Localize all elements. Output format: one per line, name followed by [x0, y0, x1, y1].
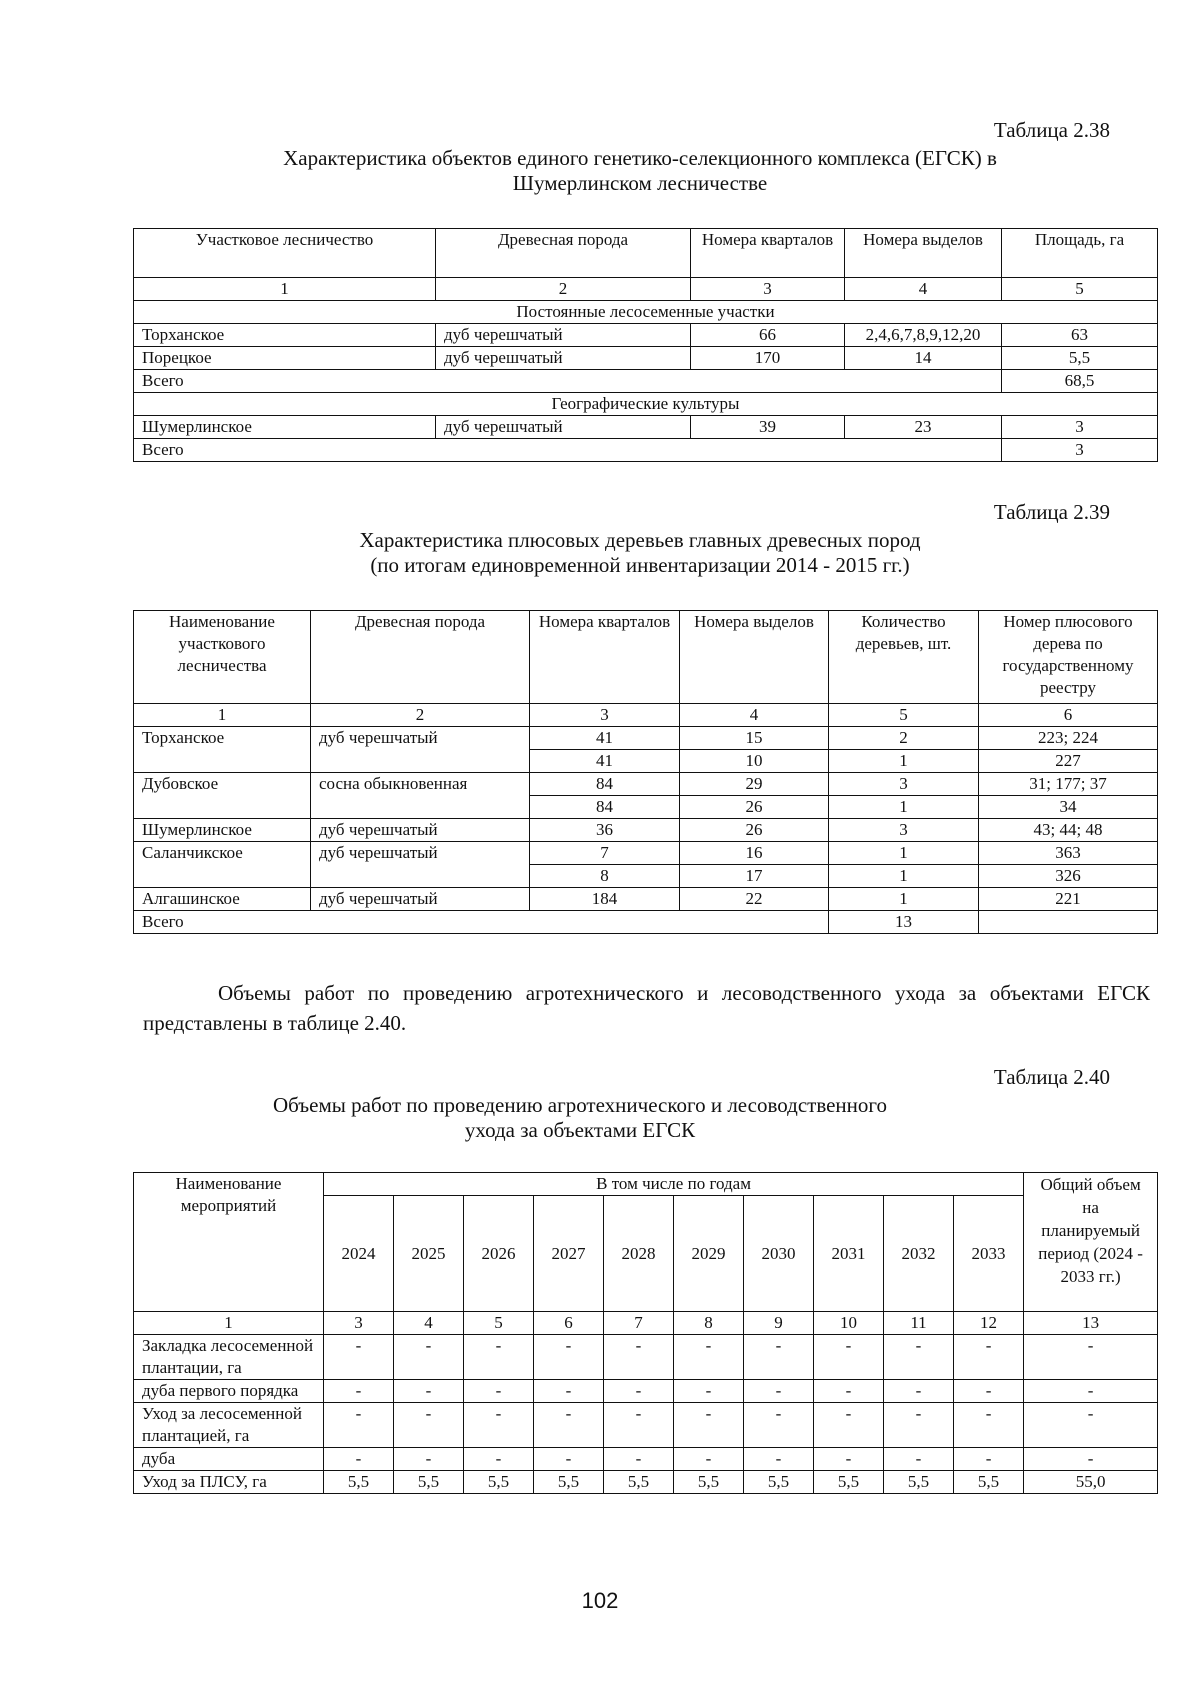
total-label: Всего — [134, 439, 1002, 462]
forestry-cell: Саланчикское — [134, 842, 311, 888]
column-number: 2 — [436, 278, 691, 301]
column-number: 9 — [744, 1312, 814, 1335]
year-value-cell: - — [394, 1403, 464, 1448]
table-row — [134, 727, 1158, 750]
table-2-38-title-line2: Шумерлинском лесничестве — [512, 171, 768, 195]
species-cell: дуб черешчатый — [436, 416, 691, 439]
year-value-cell: - — [604, 1448, 674, 1471]
year-value-cell: - — [814, 1380, 884, 1403]
header-cell: Наименование участкового лесничества — [134, 611, 311, 704]
year-cell: 2030 — [744, 1196, 814, 1312]
forestry-cell: Торханское — [134, 727, 311, 773]
year-value-cell: - — [744, 1448, 814, 1471]
subcompartment-cell: 15 — [680, 727, 829, 750]
subcompartment-cell: 26 — [680, 819, 829, 842]
column-number-row — [134, 278, 1158, 301]
column-number: 1 — [134, 278, 436, 301]
table-2-40 — [133, 1172, 1158, 1494]
year-value-cell: - — [814, 1335, 884, 1380]
table-row — [134, 819, 1158, 842]
year-value-cell: - — [534, 1380, 604, 1403]
quarter-cell: 84 — [530, 773, 680, 796]
registry-number-cell: 43; 44; 48 — [979, 819, 1158, 842]
subcompartment-cell: 29 — [680, 773, 829, 796]
page-number: 102 — [581, 1588, 619, 1613]
forestry-cell: Порецкое — [134, 347, 436, 370]
species-cell: дуб черешчатый — [311, 819, 530, 842]
registry-number-cell: 221 — [979, 888, 1158, 911]
activities-body — [134, 1335, 1158, 1494]
year-value-cell: 5,5 — [884, 1471, 954, 1494]
year-value-cell: - — [884, 1335, 954, 1380]
year-value-cell: - — [884, 1403, 954, 1448]
year-value-cell: - — [744, 1335, 814, 1380]
year-value-cell: - — [534, 1335, 604, 1380]
registry-number-cell: 363 — [979, 842, 1158, 865]
subcompartment-cell: 23 — [845, 416, 1002, 439]
year-value-cell: - — [954, 1335, 1024, 1380]
section-title: Постоянные лесосеменные участки — [134, 301, 1158, 324]
year-value-cell: - — [464, 1335, 534, 1380]
activity-row — [134, 1335, 1158, 1380]
year-value-cell: - — [604, 1403, 674, 1448]
header-cell: Древесная порода — [311, 611, 530, 704]
column-number-row — [134, 704, 1158, 727]
table-row — [134, 324, 1158, 347]
year-cell: 2033 — [954, 1196, 1024, 1312]
year-cell: 2031 — [814, 1196, 884, 1312]
tree-count-cell: 3 — [829, 819, 979, 842]
year-value-cell: - — [884, 1448, 954, 1471]
total-value: 3 — [1002, 439, 1158, 462]
table-row — [134, 888, 1158, 911]
tree-count-cell: 2 — [829, 727, 979, 750]
table-header-row — [134, 611, 1158, 704]
table-2-39 — [133, 610, 1158, 934]
header-cell: Количество деревьев, шт. — [829, 611, 979, 704]
quarter-cell: 7 — [530, 842, 680, 865]
table-row — [134, 416, 1158, 439]
year-value-cell: - — [394, 1448, 464, 1471]
total-volume-cell: - — [1024, 1448, 1158, 1471]
tree-count-cell: 1 — [829, 865, 979, 888]
activity-name-cell: дуба — [134, 1448, 324, 1471]
year-value-cell: 5,5 — [744, 1471, 814, 1494]
year-value-cell: 5,5 — [534, 1471, 604, 1494]
table-2-38-label: Таблица 2.38 — [993, 118, 1110, 142]
column-number: 7 — [604, 1312, 674, 1335]
year-cell: 2025 — [394, 1196, 464, 1312]
year-value-cell: - — [604, 1335, 674, 1380]
header-cell: Номер плюсового дерева по государственному реестру — [979, 611, 1158, 704]
species-cell: дуб черешчатый — [311, 842, 530, 888]
year-value-cell: 5,5 — [674, 1471, 744, 1494]
year-value-cell: - — [534, 1448, 604, 1471]
year-value-cell: - — [324, 1448, 394, 1471]
year-value-cell: - — [674, 1448, 744, 1471]
quarter-cell: 184 — [530, 888, 680, 911]
column-number: 4 — [680, 704, 829, 727]
forestry-cell: Торханское — [134, 324, 436, 347]
column-number: 6 — [534, 1312, 604, 1335]
tree-count-cell: 1 — [829, 888, 979, 911]
year-value-cell: - — [394, 1380, 464, 1403]
total-label: Всего — [134, 370, 1002, 393]
total-row — [134, 439, 1158, 462]
forestry-cell: Шумерлинское — [134, 416, 436, 439]
quarter-cell: 8 — [530, 865, 680, 888]
year-value-cell: - — [954, 1448, 1024, 1471]
column-number: 13 — [1024, 1312, 1158, 1335]
quarter-cell: 66 — [691, 324, 845, 347]
year-value-cell: 5,5 — [394, 1471, 464, 1494]
species-cell: дуб черешчатый — [436, 347, 691, 370]
column-number: 1 — [134, 704, 311, 727]
table-header-row — [134, 229, 1158, 278]
total-volume-cell: 55,0 — [1024, 1471, 1158, 1494]
year-value-cell: - — [394, 1335, 464, 1380]
year-cell: 2032 — [884, 1196, 954, 1312]
year-value-cell: - — [954, 1403, 1024, 1448]
year-cell: 2027 — [534, 1196, 604, 1312]
year-value-cell: - — [464, 1380, 534, 1403]
quarter-cell: 84 — [530, 796, 680, 819]
column-number: 5 — [829, 704, 979, 727]
species-cell: дуб черешчатый — [436, 324, 691, 347]
year-value-cell: - — [744, 1380, 814, 1403]
year-value-cell: - — [464, 1448, 534, 1471]
subcompartment-cell: 22 — [680, 888, 829, 911]
column-number: 3 — [530, 704, 680, 727]
header-cell: Номера кварталов — [530, 611, 680, 704]
year-cell: 2026 — [464, 1196, 534, 1312]
column-number-row — [134, 1312, 1158, 1335]
registry-number-cell: 227 — [979, 750, 1158, 773]
column-number: 4 — [394, 1312, 464, 1335]
year-value-cell: 5,5 — [814, 1471, 884, 1494]
table-2-40-title — [130, 1093, 1030, 1143]
activity-name-cell: Закладка лесосеменной плантации, га — [134, 1335, 324, 1380]
subcompartment-cell: 2,4,6,7,8,9,12,20 — [845, 324, 1002, 347]
column-number: 3 — [324, 1312, 394, 1335]
subcompartment-cell: 17 — [680, 865, 829, 888]
year-value-cell: - — [534, 1403, 604, 1448]
year-cell: 2024 — [324, 1196, 394, 1312]
quarter-cell: 41 — [530, 727, 680, 750]
year-value-cell: 5,5 — [464, 1471, 534, 1494]
header-total-volume: Общий объем на планируемый период (2024 - 2033 гг.) — [1024, 1173, 1158, 1312]
forestry-cell: Дубовское — [134, 773, 311, 819]
table-row — [134, 347, 1158, 370]
tree-count-cell: 1 — [829, 750, 979, 773]
empty-cell — [979, 911, 1158, 934]
header-cell: Номера кварталов — [691, 229, 845, 278]
section-title: Географические культуры — [134, 393, 1158, 416]
header-cell: Номера выделов — [845, 229, 1002, 278]
activity-name-cell: Уход за лесосеменной плантацией, га — [134, 1403, 324, 1448]
year-value-cell: - — [884, 1380, 954, 1403]
activity-name-cell: Уход за ПЛСУ, га — [134, 1471, 324, 1494]
column-number: 4 — [845, 278, 1002, 301]
section-row — [134, 301, 1158, 324]
section-row — [134, 393, 1158, 416]
column-number: 12 — [954, 1312, 1024, 1335]
year-value-cell: - — [814, 1448, 884, 1471]
area-cell: 3 — [1002, 416, 1158, 439]
table-2-40-label: Таблица 2.40 — [993, 1065, 1110, 1089]
registry-number-cell: 31; 177; 37 — [979, 773, 1158, 796]
subcompartment-cell: 16 — [680, 842, 829, 865]
table-2-40-title-line1: Объемы работ по проведению агротехнического и лесоводственного — [272, 1093, 887, 1117]
total-row — [134, 911, 1158, 934]
year-value-cell: - — [464, 1403, 534, 1448]
year-value-cell: - — [674, 1380, 744, 1403]
forestry-cell: Алгашинское — [134, 888, 311, 911]
column-number: 6 — [979, 704, 1158, 727]
species-cell: дуб черешчатый — [311, 727, 530, 773]
forestry-cell: Шумерлинское — [134, 819, 311, 842]
year-value-cell: - — [604, 1380, 674, 1403]
species-cell: сосна обыкновенная — [311, 773, 530, 819]
activity-name-cell: дуба первого порядка — [134, 1380, 324, 1403]
species-cell: дуб черешчатый — [311, 888, 530, 911]
quarter-cell: 170 — [691, 347, 845, 370]
registry-number-cell: 34 — [979, 796, 1158, 819]
header-activity-name: Наименование мероприятий — [134, 1173, 324, 1312]
header-cell: Древесная порода — [436, 229, 691, 278]
table-2-38-title-line1: Характеристика объектов единого генетико-селекционного комплекса (ЕГСК) в — [283, 146, 997, 170]
column-number: 3 — [691, 278, 845, 301]
table-header-row — [134, 1173, 1158, 1196]
year-value-cell: - — [674, 1403, 744, 1448]
year-value-cell: 5,5 — [954, 1471, 1024, 1494]
total-volume-cell: - — [1024, 1335, 1158, 1380]
quarter-cell: 36 — [530, 819, 680, 842]
table-2-38 — [133, 228, 1158, 462]
table-2-39-title-line1: Характеристика плюсовых деревьев главных древесных пород — [359, 528, 921, 552]
year-value-cell: - — [674, 1335, 744, 1380]
header-years-group: В том числе по годам — [324, 1173, 1024, 1196]
registry-number-cell: 223; 224 — [979, 727, 1158, 750]
table-row — [134, 842, 1158, 865]
tree-count-cell: 1 — [829, 842, 979, 865]
total-label: Всего — [134, 911, 829, 934]
year-value-cell: - — [954, 1380, 1024, 1403]
year-value-cell: - — [814, 1403, 884, 1448]
year-value-cell: 5,5 — [604, 1471, 674, 1494]
area-cell: 63 — [1002, 324, 1158, 347]
subcompartment-cell: 14 — [845, 347, 1002, 370]
year-value-cell: - — [324, 1403, 394, 1448]
table-2-39-title — [130, 528, 1150, 578]
total-volume-cell: - — [1024, 1380, 1158, 1403]
table-2-39-title-line2: (по итогам единовременной инвентаризации 2014 - 2015 гг.) — [370, 553, 910, 577]
table-2-40-title-line2: ухода за объектами ЕГСК — [464, 1118, 696, 1142]
total-row — [134, 370, 1158, 393]
header-cell: Участковое лесничество — [134, 229, 436, 278]
table-2-38-title — [130, 146, 1150, 196]
column-number: 5 — [464, 1312, 534, 1335]
quarter-cell: 39 — [691, 416, 845, 439]
activity-row — [134, 1471, 1158, 1494]
year-cell: 2029 — [674, 1196, 744, 1312]
column-number: 1 — [134, 1312, 324, 1335]
tree-count-cell: 3 — [829, 773, 979, 796]
year-value-cell: - — [744, 1403, 814, 1448]
table-row — [134, 773, 1158, 796]
column-number: 11 — [884, 1312, 954, 1335]
column-number: 8 — [674, 1312, 744, 1335]
area-cell: 5,5 — [1002, 347, 1158, 370]
year-value-cell: 5,5 — [324, 1471, 394, 1494]
year-value-cell: - — [324, 1335, 394, 1380]
table-2-39-label: Таблица 2.39 — [993, 500, 1110, 524]
activity-row — [134, 1403, 1158, 1448]
quarter-cell: 41 — [530, 750, 680, 773]
total-volume-cell: - — [1024, 1403, 1158, 1448]
column-number: 2 — [311, 704, 530, 727]
header-cell: Номера выделов — [680, 611, 829, 704]
total-value: 68,5 — [1002, 370, 1158, 393]
total-value: 13 — [829, 911, 979, 934]
activity-row — [134, 1380, 1158, 1403]
tree-count-cell: 1 — [829, 796, 979, 819]
column-number: 10 — [814, 1312, 884, 1335]
registry-number-cell: 326 — [979, 865, 1158, 888]
year-cell: 2028 — [604, 1196, 674, 1312]
body-paragraph: Объемы работ по проведению агротехнического и лесоводственного ухода за объектами ЕГСК представлены в таблице 2.40. — [143, 981, 1150, 1035]
subcompartment-cell: 26 — [680, 796, 829, 819]
year-value-cell: - — [324, 1380, 394, 1403]
column-number: 5 — [1002, 278, 1158, 301]
activity-row — [134, 1448, 1158, 1471]
header-cell: Площадь, га — [1002, 229, 1158, 278]
subcompartment-cell: 10 — [680, 750, 829, 773]
